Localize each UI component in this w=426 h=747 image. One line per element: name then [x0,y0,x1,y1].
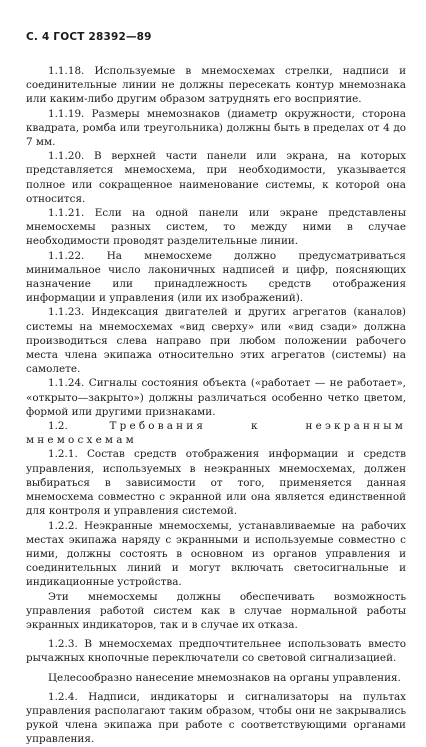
paragraph-1-2-3: 1.2.3. В мнемосхемах предпочтительнее использовать вместо рычажных кнопочные переключатели со световой сигнализацией. [26,638,406,665]
page-header: С. 4 ГОСТ 28392—89 [26,31,152,43]
paragraph-1-1-21: 1.1.21. Если на одной панели или экране представлены мнемосхемы разных систем, то между ними в случае необходимости проводят разделительные линии. [26,207,406,248]
paragraph-1-1-19: 1.1.19. Размеры мнемознаков (диаметр окружности, сторона квадрата, ромба или треугольника) должны быть в пределах от 4 до 7 мм. [26,107,406,149]
paragraph-1-1-24: 1.1.24. Сигналы состояния объекта («работает — не работает», «открыто—закрыто») должны различаться особенно четко цветом, формой или другими признаками. [26,377,406,418]
document-page [26,30,406,747]
section-number: 1.2. [48,420,68,433]
paragraph-1-1-23: 1.1.23. Индексация двигателей и других агрегатов (каналов) системы на мнемосхемах «вид сверху» или «вид сзади» должна производиться слева направо при любом положении рабочего места члена экипажа относительно этих агрегатов (системы) на самолете. [26,306,406,376]
section-heading [26,419,406,447]
paragraph-1-1-18: 1.1.18. Используемые в мнемосхемах стрелки, надписи и соединительные линии не должны пересекать контур мнемознака или каким-либо другим образом затруднять его восприятие. [26,65,406,106]
paragraph-1-2-4: 1.2.4. Надписи, индикаторы и сигнализаторы на пультах управления располагают таким образом, чтобы они не закрывались рукой члена экипажа при работе с соответствующими органами управления. [26,690,406,746]
paragraph-1-1-22: 1.1.22. На мнемосхеме должно предусматриваться минимальное число лаконичных надписей и цифр, поясняющих назначение или принадлежность средств отображения информации и управления (или их изображений). [26,249,406,305]
paragraph-1-1-20: 1.1.20. В верхней части панели или экрана, на которых представляется мнемосхема, при необходимости, указывается полное или сокращенное наименование системы, к которой она относится. [26,150,406,205]
paragraph-1-2-2-note: Эти мнемосхемы должны обеспечивать возможность управления работой систем как в случае нормальной работы экранных индикаторов, так и в случае их отказа. [26,590,406,631]
paragraph-1-2-1: 1.2.1. Состав средств отображения информации и средств управления, используемых в неэкранных мнемосхемах, должен выбираться в зависимости от того, применяется данная мнемосхема совместно с экранной или она является единственной для контроля и управления системой. [26,448,406,518]
paragraph-1-2-2: 1.2.2. Неэкранные мнемосхемы, устанавливаемые на рабочих местах экипажа наряду с экранными и используемые совместно с ними, должны состоять в основном из органов управления и соединительных линий и могут включать светосигнальные и индикационные устройства. [26,519,406,589]
section-title-text: Требования к неэкранным мнемосхемам [26,420,406,447]
paragraph-1-2-3-note: Целесообразно нанесение мнемознаков на органы управления. [48,671,401,684]
